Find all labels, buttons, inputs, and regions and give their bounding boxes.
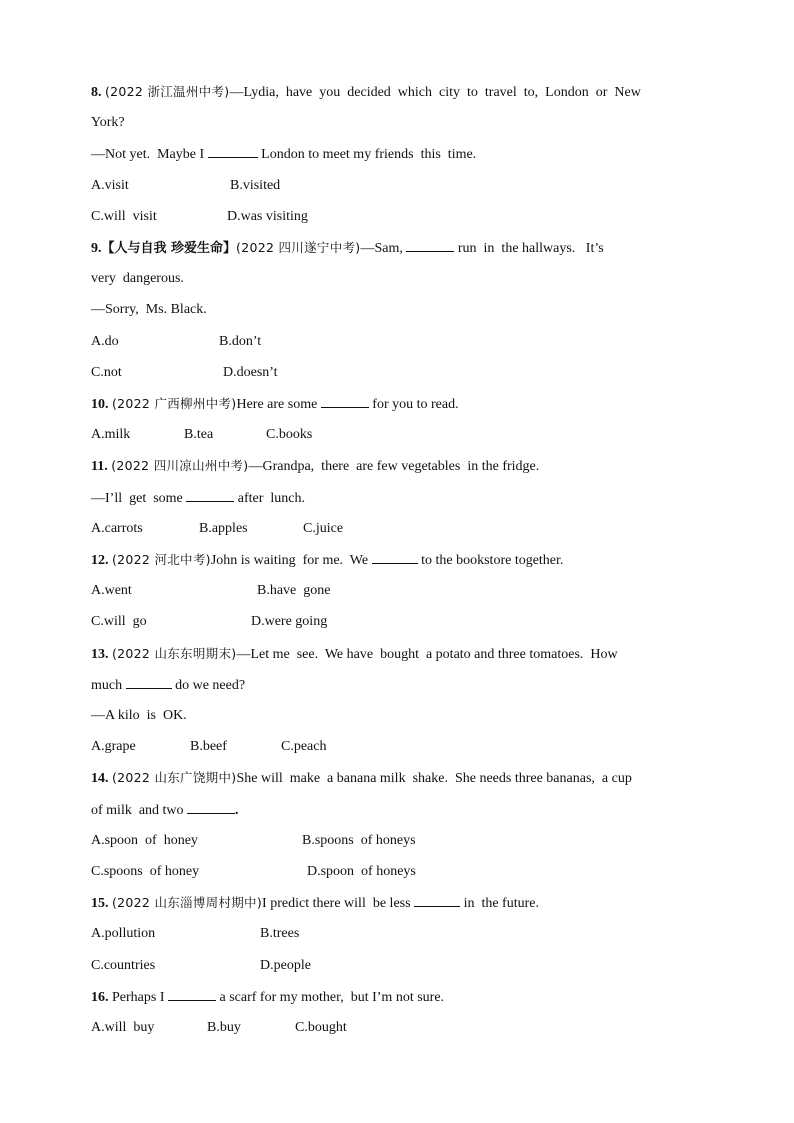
question-source: (2022 四川凉山州中考)	[111, 458, 249, 473]
question-source: (2022 山东东明期末)	[112, 646, 237, 661]
question-source: (2022 山东淄博周村期中)	[112, 895, 263, 910]
answer-blank[interactable]	[321, 395, 369, 408]
question-text: run in the hallways. It’s	[457, 241, 604, 256]
question-text: —Sam,	[360, 241, 403, 256]
question-text: She will make a banana milk shake. She needs three bananas, a cup	[236, 771, 632, 786]
question-number: 16.	[91, 990, 109, 1005]
question-11-reply	[91, 489, 305, 508]
answer-blank[interactable]	[414, 894, 460, 907]
answer-blank[interactable]	[186, 489, 234, 502]
question-16-stem	[91, 988, 444, 1007]
question-text: for you to read.	[372, 397, 459, 412]
question-13-stem-cont	[91, 676, 245, 695]
question-text: I predict there will be less	[262, 896, 411, 911]
question-text: .	[235, 803, 239, 818]
question-8-stem-cont: York?	[91, 115, 125, 130]
question-source: (2022 广西柳州中考)	[112, 396, 237, 411]
option-a[interactable]: A.grape	[91, 739, 136, 754]
question-tag: 【人与自我 珍爱生命】	[101, 241, 237, 256]
option-c[interactable]: C.books	[266, 427, 313, 442]
option-b[interactable]: B.visited	[230, 178, 281, 193]
question-number: 15.	[91, 896, 109, 911]
question-8-stem	[91, 83, 703, 102]
option-b[interactable]: B.don’t	[219, 334, 262, 349]
question-9-stem-cont: very dangerous.	[91, 271, 184, 286]
answer-blank[interactable]	[406, 239, 454, 252]
option-c[interactable]: C.not	[91, 365, 122, 380]
question-number: 14.	[91, 771, 109, 786]
option-b[interactable]: B.spoons of honeys	[302, 833, 416, 848]
option-c[interactable]: C.bought	[295, 1020, 347, 1035]
reply-text: London to meet my friends this time.	[261, 147, 477, 162]
option-d[interactable]: D.people	[260, 958, 311, 973]
option-a[interactable]: A.will buy	[91, 1020, 155, 1035]
reply-text: after lunch.	[237, 491, 306, 506]
option-a[interactable]: A.went	[91, 583, 132, 598]
question-text: —Let me see. We have bought a potato and three tomatoes. How	[236, 647, 618, 662]
question-text: in the future.	[463, 896, 539, 911]
question-9-reply: —Sorry, Ms. Black.	[91, 302, 207, 317]
question-number: 10.	[91, 397, 109, 412]
answer-blank[interactable]	[208, 145, 258, 158]
option-a[interactable]: A.visit	[91, 178, 129, 193]
question-source: (2022 河北中考)	[112, 552, 211, 567]
option-b[interactable]: B.trees	[260, 926, 300, 941]
question-number: 12.	[91, 553, 109, 568]
question-text: much	[91, 678, 123, 693]
question-9-stem	[91, 239, 703, 258]
option-c[interactable]: C.countries	[91, 958, 156, 973]
option-b[interactable]: B.apples	[199, 521, 248, 536]
question-text: to the bookstore together.	[421, 553, 564, 568]
question-12-stem	[91, 551, 563, 570]
answer-blank[interactable]	[187, 801, 235, 814]
answer-blank[interactable]	[168, 988, 216, 1001]
option-a[interactable]: A.milk	[91, 427, 131, 442]
option-c[interactable]: C.peach	[281, 739, 327, 754]
option-b[interactable]: B.have gone	[257, 583, 331, 598]
question-14-stem	[91, 769, 703, 788]
option-d[interactable]: D.was visiting	[227, 209, 308, 224]
question-source: (2022 浙江温州中考)	[105, 84, 230, 99]
question-text: Perhaps I	[112, 990, 165, 1005]
question-text: Here are some	[236, 397, 318, 412]
question-10-stem	[91, 395, 459, 414]
question-text: do we need?	[175, 678, 246, 693]
question-number: 9.	[91, 241, 102, 256]
question-13-reply: —A kilo is OK.	[91, 708, 187, 723]
question-8-reply	[91, 145, 476, 164]
question-text: of milk and two	[91, 803, 184, 818]
option-d[interactable]: D.spoon of honeys	[307, 864, 416, 879]
option-d[interactable]: D.were going	[251, 614, 328, 629]
answer-blank[interactable]	[372, 551, 418, 564]
option-a[interactable]: A.spoon of honey	[91, 833, 198, 848]
question-source: (2022 四川遂宁中考)	[236, 240, 361, 255]
option-b[interactable]: B.tea	[184, 427, 214, 442]
option-c[interactable]: C.will visit	[91, 209, 157, 224]
option-c[interactable]: C.spoons of honey	[91, 864, 200, 879]
question-text: —Grandpa, there are few vegetables in the fridge.	[248, 459, 540, 474]
question-text: a scarf for my mother, but I’m not sure.	[219, 990, 445, 1005]
question-11-stem	[91, 457, 539, 476]
question-number: 8.	[91, 85, 102, 100]
option-b[interactable]: B.beef	[190, 739, 227, 754]
reply-text: —Not yet. Maybe I	[91, 147, 205, 162]
option-a[interactable]: A.do	[91, 334, 119, 349]
option-a[interactable]: A.pollution	[91, 926, 156, 941]
option-b[interactable]: B.buy	[207, 1020, 241, 1035]
option-c[interactable]: C.juice	[303, 521, 344, 536]
option-a[interactable]: A.carrots	[91, 521, 143, 536]
option-c[interactable]: C.will go	[91, 614, 147, 629]
question-source: (2022 山东广饶期中)	[112, 770, 237, 785]
answer-blank[interactable]	[126, 676, 172, 689]
question-14-stem-cont	[91, 801, 239, 820]
question-number: 11.	[91, 459, 108, 474]
question-text: John is waiting for me. We	[210, 553, 369, 568]
reply-text: —I’ll get some	[91, 491, 183, 506]
option-d[interactable]: D.doesn’t	[223, 365, 278, 380]
question-number: 13.	[91, 647, 109, 662]
question-text: —Lydia, have you decided which city to travel to, London or New	[229, 85, 641, 100]
question-13-stem	[91, 645, 703, 664]
question-15-stem	[91, 894, 539, 913]
